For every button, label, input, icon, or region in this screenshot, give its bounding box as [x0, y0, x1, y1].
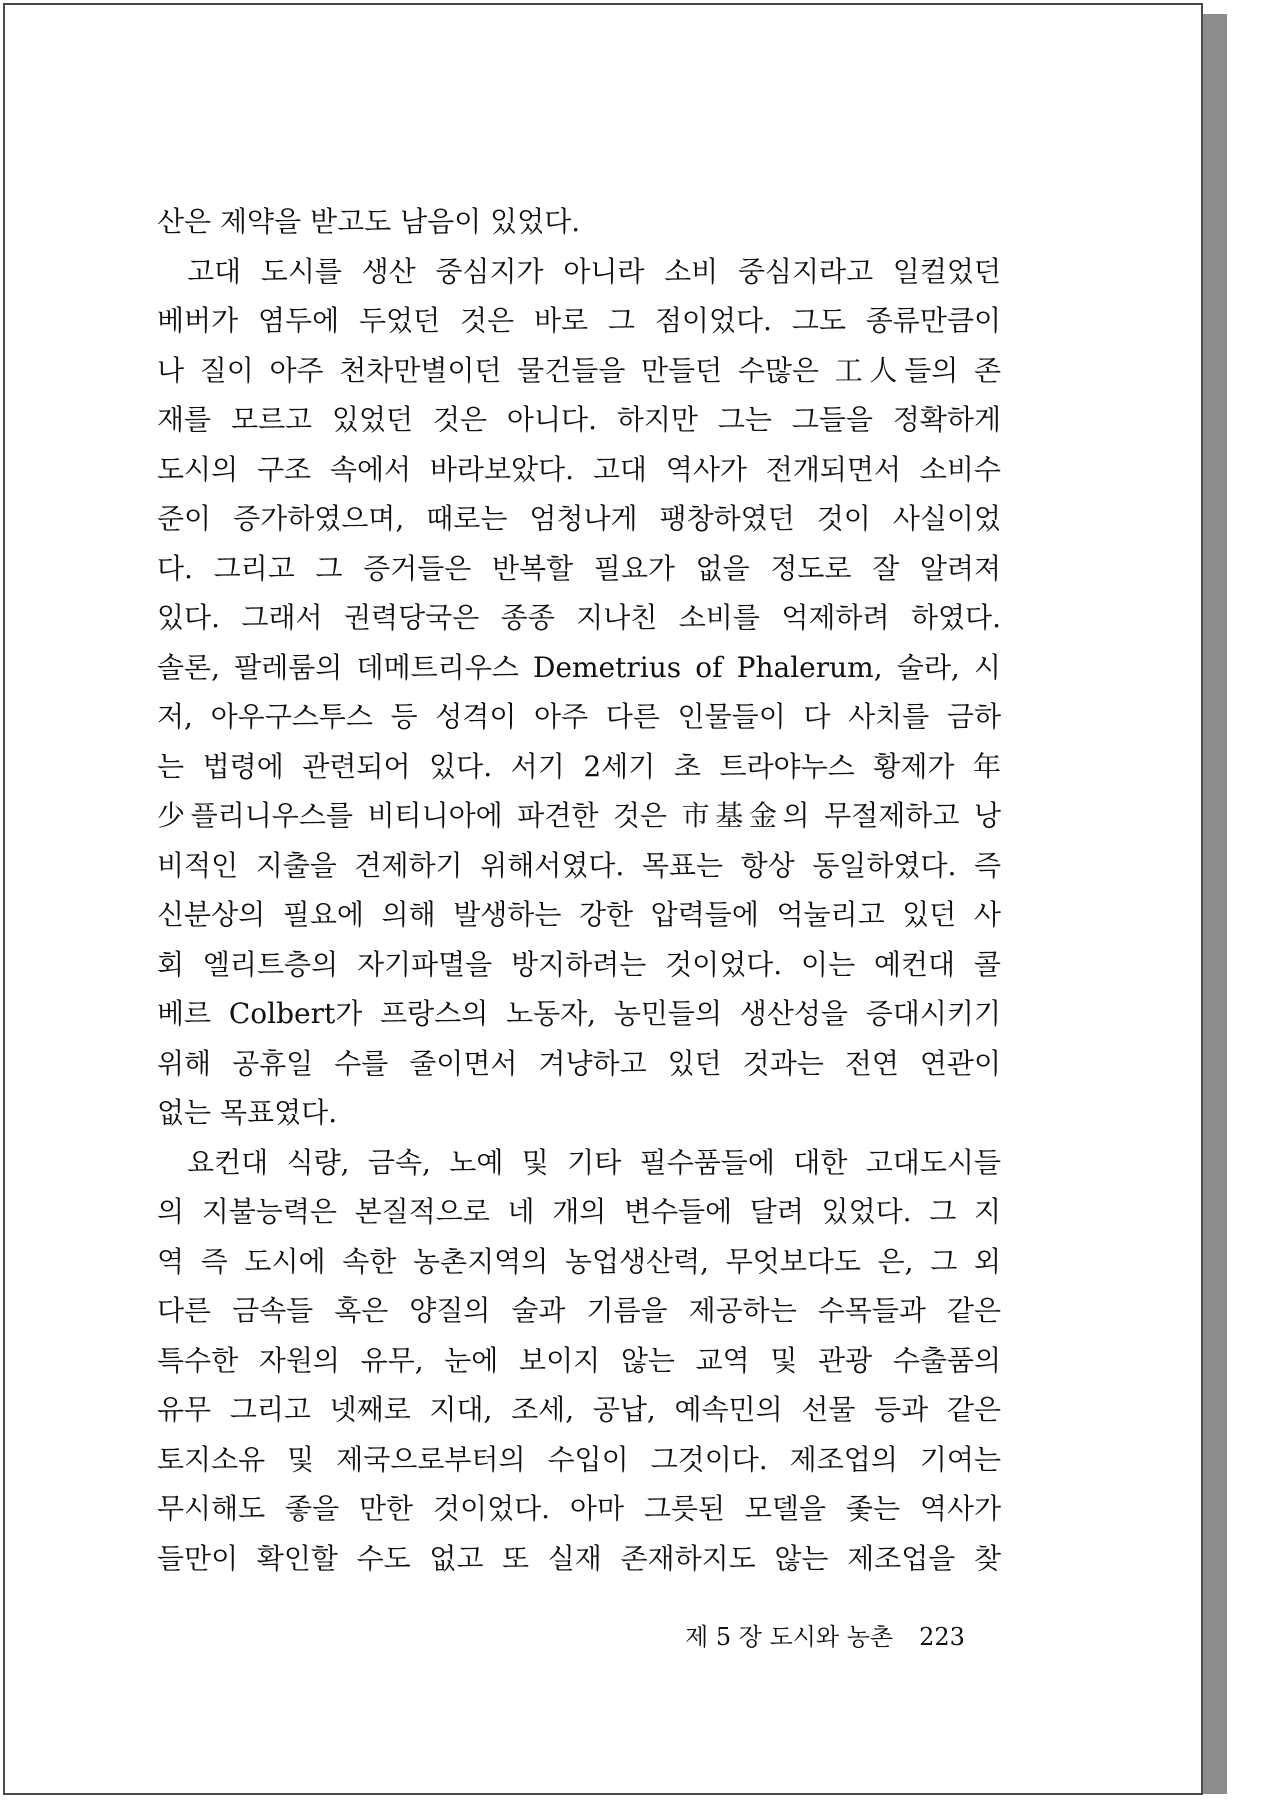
text-line: 역 즉 도시에 속한 농촌지역의 농업생산력, 무엇보다도 은, 그 외	[157, 1244, 1001, 1278]
page-number: 223	[919, 1623, 965, 1651]
text-line: 다른 금속들 혹은 양질의 술과 기름을 제공하는 수목들과 같은	[157, 1294, 1001, 1327]
text-line: 산은 제약을 받고도 남음이 있었다.	[157, 205, 581, 238]
text-line: 유무 그리고 넷째로 지대, 조세, 공납, 예속민의 선물 등과 같은	[157, 1393, 1001, 1426]
book-page	[3, 3, 1203, 1795]
text-line: 토지소유 및 제국으로부터의 수입이 그것이다. 제조업의 기여는	[157, 1442, 1001, 1476]
text-line: 고대 도시를 생산 중심지가 아니라 소비 중심지라고 일컬었던	[187, 254, 1001, 288]
text-line: 베버가 염두에 두었던 것은 바로 그 점이었다. 그도 종류만큼이	[157, 304, 1001, 337]
text-line: 있다. 그래서 권력당국은 종종 지나친 소비를 억제하려 하였다.	[157, 601, 1001, 634]
text-line: 위해 공휴일 수를 줄이면서 겨냥하고 있던 것과는 전연 연관이	[157, 1046, 1001, 1080]
text-line: 다. 그리고 그 증거들은 반복할 필요가 없을 정도로 잘 알려져	[157, 551, 1001, 585]
text-line: 少플리니우스를 비티니아에 파견한 것은 市基金의 무절제하고 낭	[157, 799, 1001, 832]
text-line: 들만이 확인할 수도 없고 또 실재 존재하지도 않는 제조업을 찾	[157, 1541, 1001, 1575]
text-line: 없는 목표였다.	[157, 1096, 338, 1129]
text-line: 저, 아우구스투스 등 성격이 아주 다른 인물들이 다 사치를 금하	[157, 700, 1001, 733]
text-line: 신분상의 필요에 의해 발생하는 강한 압력들에 억눌리고 있던 사	[157, 898, 1001, 931]
page-footer	[685, 1617, 985, 1652]
text-line: 는 법령에 관련되어 있다. 서기 2세기 초 트라야누스 황제가 年	[157, 749, 1001, 783]
text-line: 무시해도 좋을 만한 것이었다. 아마 그릇된 모델을 좇는 역사가	[157, 1492, 1001, 1525]
text-line: 회 엘리트층의 자기파멸을 방지하려는 것이었다. 이는 예컨대 콜	[157, 947, 1001, 981]
body-text	[157, 197, 1001, 1583]
text-line: 요컨대 식량, 금속, 노예 및 기타 필수품들에 대한 고대도시들	[187, 1145, 1001, 1179]
text-line: 준이 증가하였으며, 때로는 엄청나게 팽창하였던 것이 사실이었	[157, 502, 1001, 535]
text-line: 솔론, 팔레룸의 데메트리우스 Demetrius of Phalerum, 술라, 시	[157, 650, 1001, 684]
text-line: 도시의 구조 속에서 바라보았다. 고대 역사가 전개되면서 소비수	[157, 452, 1001, 486]
text-line: 의 지불능력은 본질적으로 네 개의 변수들에 달려 있었다. 그 지	[157, 1195, 1001, 1228]
text-line: 베르 Colbert가 프랑스의 노동자, 농민들의 생산성을 증대시키기	[157, 997, 1001, 1030]
text-line: 비적인 지출을 견제하기 위해서였다. 목표는 항상 동일하였다. 즉	[157, 848, 1001, 882]
text-line: 특수한 자원의 유무, 눈에 보이지 않는 교역 및 관광 수출품의	[157, 1343, 1001, 1377]
running-footer-chapter: 제 5 장 도시와 농촌	[685, 1623, 894, 1651]
text-line: 나 질이 아주 천차만별이던 물건들을 만들던 수많은 工人들의 존	[157, 353, 1001, 387]
text-line: 재를 모르고 있었던 것은 아니다. 하지만 그는 그들을 정확하게	[157, 403, 1001, 436]
